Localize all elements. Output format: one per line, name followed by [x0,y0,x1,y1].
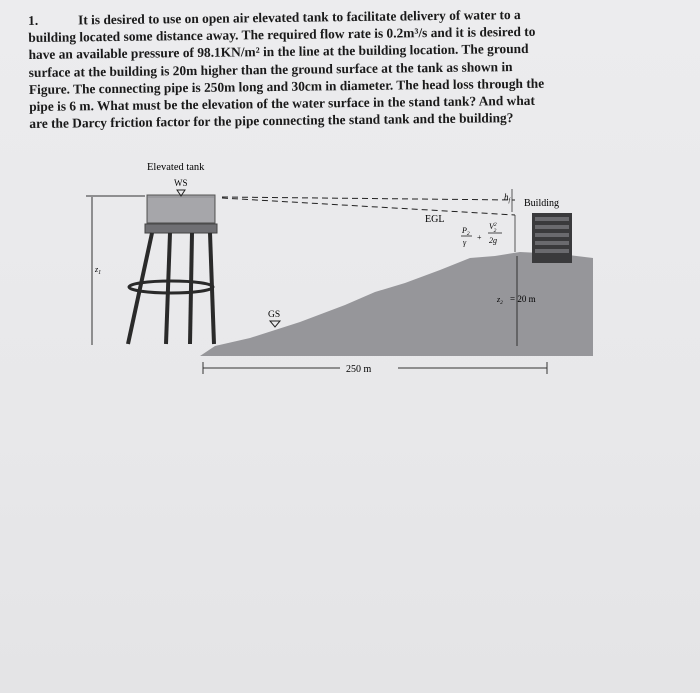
gs-marker [270,321,280,327]
problem-line-5: Figure. The connecting pipe is 250m long and 30cm in diameter. The head loss through the [28,75,545,97]
distance-label: 250 m [346,364,372,375]
two-g-label: 2g [489,236,497,245]
water-surface-line [222,197,515,200]
problem-line-2: building located some distance away. The required flow rate is 0.2m³/s and it is desired to [28,24,536,46]
z1-label: $z_1$ [95,265,102,276]
problem-line-1: 1. It is desired to use on open air elevated tank to facilitate delivery of water to a [28,6,521,28]
problem-number: 1. [28,12,39,28]
problem-line-3: have an available pressure of 98.1KN/m² in the line at the building location. The ground [28,41,529,63]
v2-label: $V^2$ 2 [489,222,497,234]
problem-line-7: are the Darcy friction factor for the pipe connecting the stand tank and the building? [29,110,514,132]
plus-sign: + [477,233,482,242]
problem-line-6: pipe is 6 m. What must be the elevation of the water surface in the stand tank? And what [29,92,535,115]
egl-label: EGL [425,214,445,225]
tank-legs [128,233,214,344]
building-label: Building [524,198,560,209]
hf-label: $h_f$ [504,192,511,204]
z2-label: $z_2$ [497,295,503,306]
tank-water [148,198,214,222]
p2-label: $P_2$ [462,226,470,237]
ws-label: WS [174,178,188,188]
gamma-label: γ [463,238,467,247]
problem-line-4: surface at the building is 20m higher than the ground surface at the tank as shown in [28,58,513,80]
tank-label: Elevated tank [147,162,205,173]
gs-label: GS [268,310,281,320]
tank-base [145,224,217,233]
egl-line [222,198,515,215]
z2-value: = 20 m [510,294,536,304]
